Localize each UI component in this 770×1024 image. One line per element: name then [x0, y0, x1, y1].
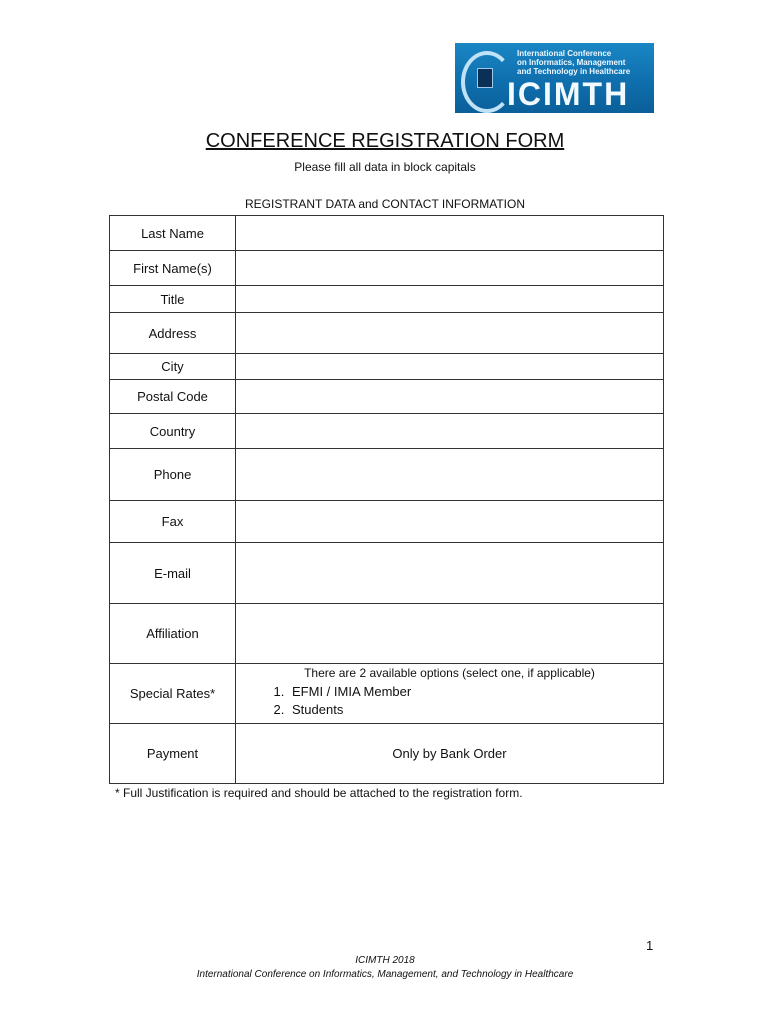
fax-field[interactable] [236, 501, 664, 543]
address-field[interactable] [236, 313, 664, 354]
field-label: Last Name [110, 216, 236, 251]
logo-wordmark: ICIMTH [507, 76, 630, 112]
table-row [110, 501, 664, 543]
table-row [110, 216, 664, 251]
field-label: Phone [110, 449, 236, 501]
table-row [110, 354, 664, 380]
option-students[interactable]: 2. Students [288, 701, 663, 719]
title-field[interactable] [236, 286, 664, 313]
table-row [110, 543, 664, 604]
email-field[interactable] [236, 543, 664, 604]
table-row [110, 664, 664, 724]
logo-tagline-line1: International Conference [517, 49, 612, 58]
special-rates-options [236, 683, 663, 719]
logo-tagline-line2: on Informatics, Management [517, 58, 626, 67]
field-label: Special Rates* [110, 664, 236, 724]
payment-value: Only by Bank Order [236, 724, 664, 784]
field-label: Affiliation [110, 604, 236, 664]
field-label: E-mail [110, 543, 236, 604]
field-label: Title [110, 286, 236, 313]
last-name-field[interactable] [236, 216, 664, 251]
footer-line2: International Conference on Informatics, Management, and Technology in Healthcare [196, 969, 574, 980]
table-row [110, 724, 664, 784]
footer-line1: ICIMTH 2018 [355, 955, 415, 966]
page-number: 1 [646, 938, 654, 953]
table-row [110, 286, 664, 313]
first-name-field[interactable] [236, 251, 664, 286]
page-title: CONFERENCE REGISTRATION FORM [205, 130, 565, 152]
logo-tagline [517, 49, 651, 76]
table-row [110, 414, 664, 449]
table-row [110, 604, 664, 664]
footnote: * Full Justification is required and should be attached to the registration form. [115, 786, 523, 800]
affiliation-field[interactable] [236, 604, 664, 664]
field-label: Address [110, 313, 236, 354]
emblem-icon [477, 68, 493, 88]
special-rates-intro: There are 2 available options (select one, if applicable) [304, 666, 595, 680]
postal-code-field[interactable] [236, 380, 664, 414]
registration-table [109, 215, 664, 784]
field-label: Postal Code [110, 380, 236, 414]
logo-tagline-line3: and Technology in Healthcare [517, 67, 631, 76]
option-efmi-imia[interactable]: 1. EFMI / IMIA Member [288, 683, 663, 701]
field-label: Fax [110, 501, 236, 543]
field-label: City [110, 354, 236, 380]
table-row [110, 313, 664, 354]
section-title: REGISTRANT DATA and CONTACT INFORMATION [244, 197, 526, 211]
country-field[interactable] [236, 414, 664, 449]
page-subtitle: Please fill all data in block capitals [294, 160, 476, 174]
field-label: First Name(s) [110, 251, 236, 286]
special-rates-field[interactable] [236, 664, 664, 724]
table-row [110, 251, 664, 286]
icimth-logo [455, 43, 654, 113]
phone-field[interactable] [236, 449, 664, 501]
city-field[interactable] [236, 354, 664, 380]
field-label: Payment [110, 724, 236, 784]
field-label: Country [110, 414, 236, 449]
table-row [110, 449, 664, 501]
table-row [110, 380, 664, 414]
